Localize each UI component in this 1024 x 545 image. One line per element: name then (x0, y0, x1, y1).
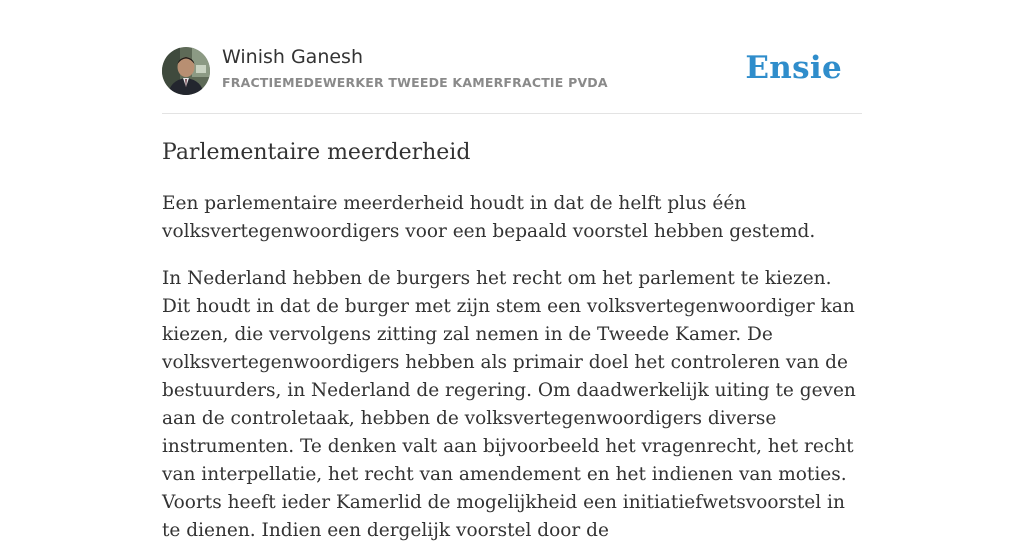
author-header (162, 46, 862, 96)
article-title: Parlementaire meerderheid (162, 140, 471, 165)
article-paragraph: In Nederland hebben de burgers het recht om het parlement te kiezen. Dit houdt in dat de burger met zijn stem een volksvertegenwoordiger kan kiezen, die vervolgens zitting zal nemen in de Tweede Kamer. De volksvertegenwoordigers hebben als primair doel het controleren van de bestuurders, in Nederland de regering. Om daadwerkelijk uiting te geven aan de controletaak, hebben de volksvertegenwoordigers diverse instrumenten. Te denken valt aan bijvoorbeeld het vragenrecht, het recht van interpellatie, het recht van amendement en het indienen van moties. Voorts heeft ieder Kamerlid de mogelijkheid een initiatiefwetsvoorstel in te dienen. Indien een dergelijk voorstel door de (162, 268, 856, 541)
header-divider (162, 113, 862, 114)
author-avatar[interactable] (162, 47, 210, 95)
article-content (162, 138, 862, 545)
article-paragraph: Een parlementaire meerderheid houdt in dat de helft plus één volksvertegenwoordigers voor een bepaald voorstel hebben gestemd. (162, 193, 816, 242)
ensie-logo[interactable]: Ensie (745, 50, 842, 86)
profile-photo-icon (162, 47, 210, 95)
author-name[interactable]: Winish Ganesh (222, 46, 363, 68)
author-role: FRACTIEMEDEWERKER TWEEDE KAMERFRACTIE PVDA (222, 75, 608, 90)
